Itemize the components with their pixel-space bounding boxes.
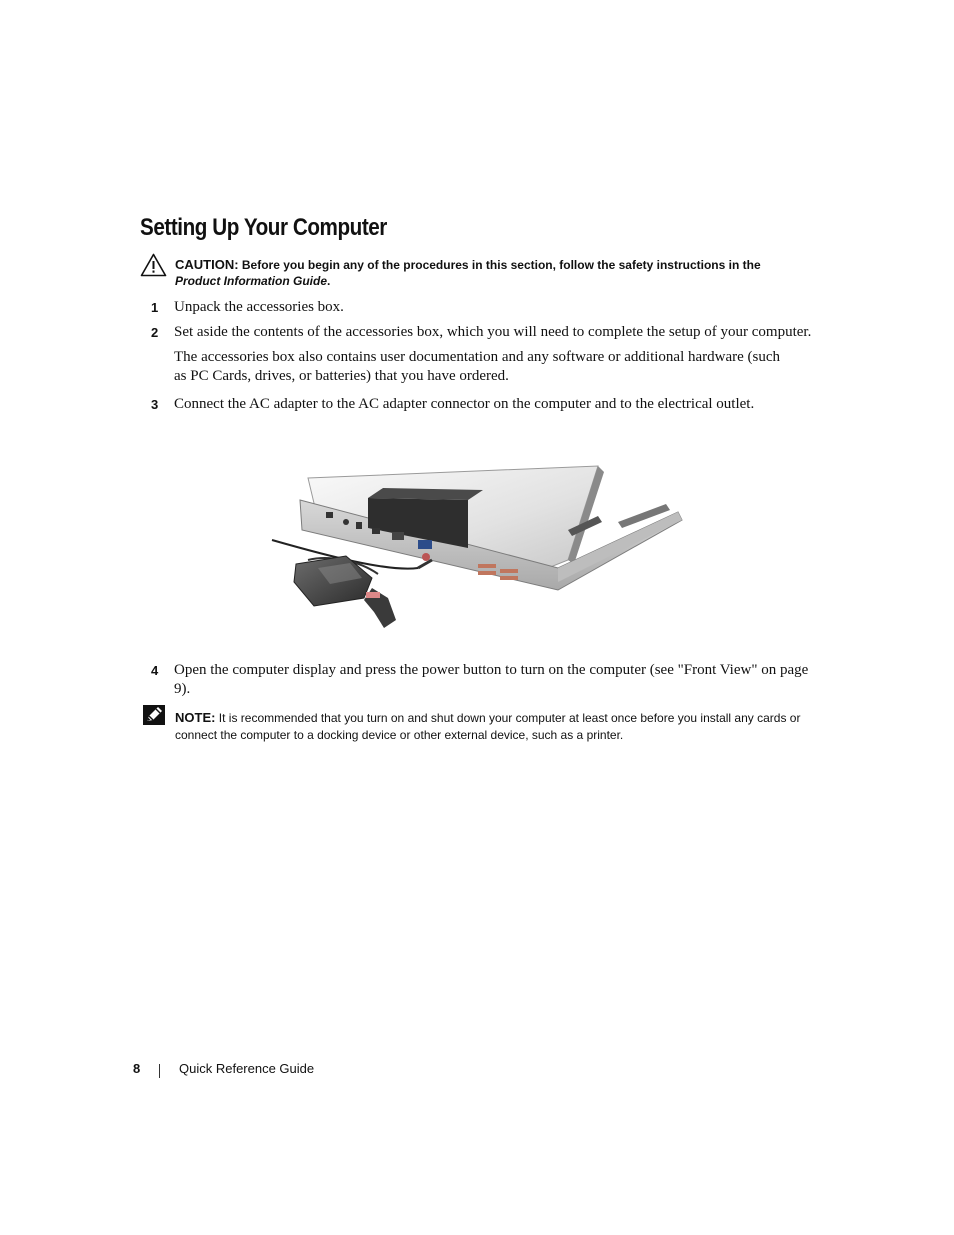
footer-title: Quick Reference Guide — [179, 1061, 315, 1076]
laptop-ac-adapter-illustration — [268, 460, 688, 635]
caution-label: CAUTION: — [175, 257, 239, 272]
step-2-paragraph: The accessories box also contains user documentation and any software or additional hardware (such as PC Cards, drives, or batteries) that you have ordered. — [174, 349, 781, 384]
caution-period: . — [327, 274, 331, 288]
step-text: Set aside the contents of the accessories box, which you will need to complete the setup of your computer. — [174, 324, 812, 340]
step-text: Open the computer display and press the power button to turn on the computer (see "Front View" on page 9). — [174, 662, 809, 697]
step-number: 3 — [151, 397, 159, 412]
caution-text — [175, 257, 825, 289]
step-text: Connect the AC adapter to the AC adapter connector on the computer and to the electrical outlet. — [174, 396, 755, 412]
step-number: 2 — [151, 325, 159, 340]
pencil-note-icon — [143, 705, 165, 725]
page-title: Setting Up Your Computer — [140, 214, 387, 241]
note-text — [175, 709, 823, 744]
step-number: 1 — [151, 300, 159, 315]
caution-guide-title: Product Information Guide — [175, 274, 327, 288]
footer-divider — [159, 1064, 160, 1078]
page-number: 8 — [133, 1061, 141, 1076]
step-number: 4 — [151, 663, 159, 678]
page-footer — [133, 1061, 433, 1081]
caution-body: Before you begin any of the procedures in this section, follow the safety instructions in the — [241, 258, 761, 272]
note-body: It is recommended that you turn on and shut down your computer at least once before you install any cards or connect the computer to a docking device or other external device, such as a printer. — [175, 711, 801, 742]
step-text: Unpack the accessories box. — [174, 299, 344, 315]
warning-triangle-icon — [140, 253, 167, 277]
note-label: NOTE: — [175, 710, 216, 725]
